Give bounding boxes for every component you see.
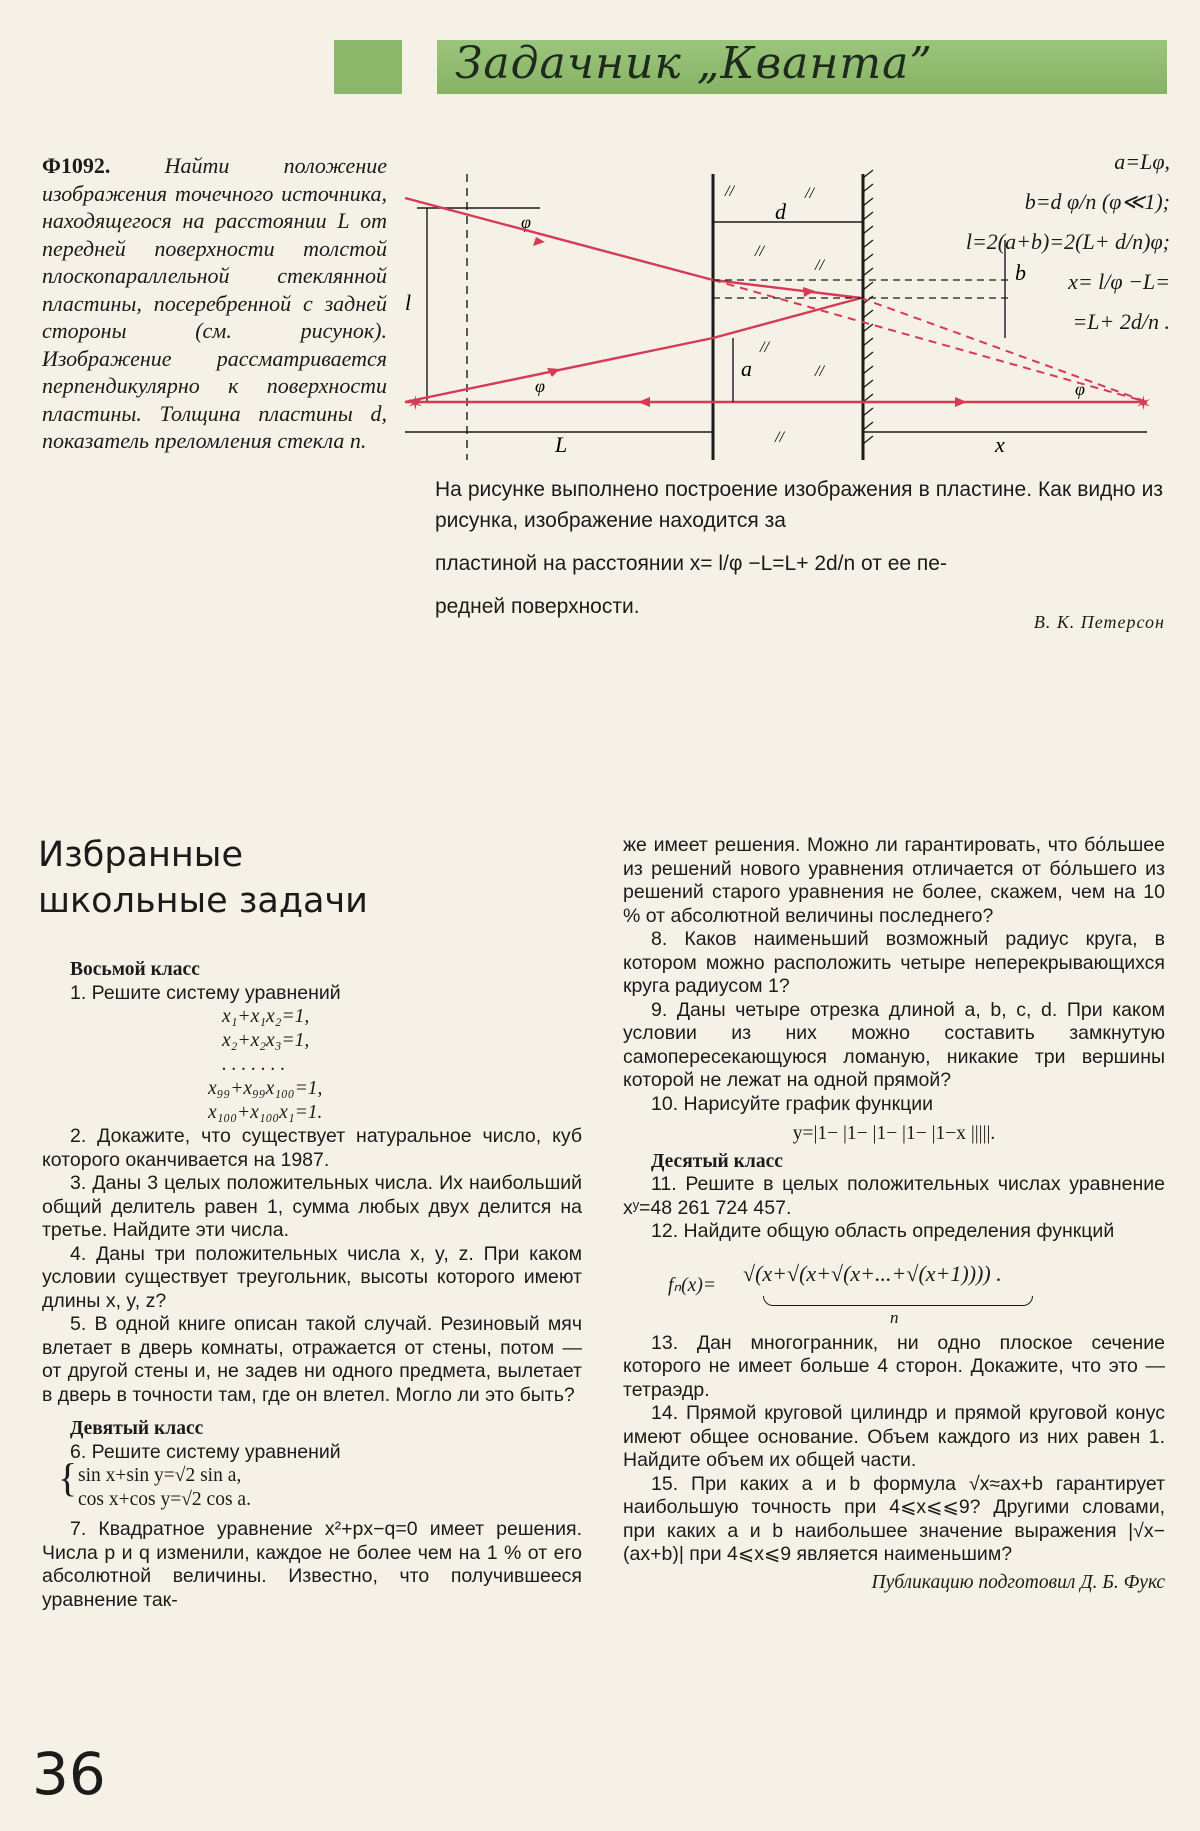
equation-line: x₁+x₁x₂=1, <box>222 1006 310 1027</box>
task-9: 9. Даны четыре отрезка длиной a, b, c, d. При каком условии из них можно составить замкнутую самопересекающуюся ломаную, никакие три вершины которой не лежат на одной прямой? <box>623 998 1165 1091</box>
equation-line: { sin x+sin y=√2 sin a, <box>78 1465 242 1486</box>
class-heading-8: Восьмой класс <box>70 959 200 980</box>
task-2: 2. Докажите, что существует натуральное число, куб которого оканчивается на 1987. <box>42 1125 582 1171</box>
label-phi-bottom: φ <box>535 376 545 396</box>
solution-text <box>435 474 1163 622</box>
label-b: b <box>1015 260 1026 285</box>
section-title: Избранные школьные задачи <box>38 835 368 921</box>
class-heading-10: Десятый класс <box>651 1150 783 1172</box>
glass-mark: // <box>805 185 814 202</box>
problem-text: Найти положение изображения точечного источника, находящегося на расстоянии L от передней поверхности толстой плоскопараллельной стеклянной пластины, посеребренной с задней стороны (см. рисунок). Изображение рассматривается перпендикулярно к поверхности пластины. Толщина пластины d, показатель преломления стекла n. <box>42 153 387 453</box>
solution-author: В. К. Петерсон <box>1033 612 1165 632</box>
formula-lhs: fₙ(x)= <box>668 1274 716 1296</box>
label-x: x <box>995 432 1005 457</box>
label-L: L <box>555 432 568 457</box>
underbrace <box>763 1296 1033 1306</box>
task-3: 3. Даны 3 целых положительных числа. Их наибольший общий делитель равен 1, сумма любых двух делится на третье. Найдите эти числа. <box>42 1172 582 1241</box>
formula-2: b=d φ/n (φ≪1); <box>1024 189 1170 214</box>
problem-statement <box>42 152 387 455</box>
task-10: 10. Нарисуйте график функции <box>651 1092 934 1115</box>
label-phi-right: φ <box>1075 379 1085 399</box>
task-13: 13. Дан многогранник, ни одно плоское сечение которого не имеет больше 4 сторон. Докажите, что это — тетраэдр. <box>623 1331 1165 1401</box>
nested-radical-formula <box>668 1252 1165 1326</box>
label-phi-top: φ <box>521 212 531 232</box>
solution-line-3: редней поверхности. <box>435 595 640 618</box>
task-15: 15. При каких a и b формула √x≈ax+b гарантирует наибольшую точность при 4⩽x⩽⩽9? Другими словами, при каких a и b наибольшее значение выражения |√x−(ax+b)| при 4⩽x⩽9 является наименьшим? <box>623 1472 1165 1565</box>
system-equations-6 <box>60 1464 582 1512</box>
task-8: 8. Каков наименьший возможный радиус круга, в котором можно расположить четыре неперекрывающихся круга радиусом 1? <box>623 928 1165 997</box>
glass-mark: // <box>775 429 784 446</box>
glass-mark: // <box>760 339 769 356</box>
label-l: l <box>405 290 412 315</box>
optics-diagram <box>395 160 1175 470</box>
page-number: 36 <box>32 1740 106 1808</box>
glass-mark: // <box>815 257 824 274</box>
label-a: a <box>741 356 752 381</box>
glass-mark: // <box>725 183 734 200</box>
ray-arrows <box>533 237 967 407</box>
system-equations-1 <box>208 1005 582 1125</box>
equation-10: y=|1− |1− |1− |1− |1−x |||||. <box>792 1123 996 1144</box>
image-point: ✶ <box>1135 393 1152 415</box>
problem-number: Ф1092. <box>42 153 111 178</box>
task-12: 12. Найдите общую область определения функций <box>651 1220 1115 1242</box>
formula-4: x= l/φ −L= <box>1068 269 1170 294</box>
task-1: 1. Решите систему уравнений <box>70 981 341 1004</box>
banner-title: Задачник „Кванта” <box>455 38 933 89</box>
formula-3: l=2(a+b)=2(L+ d/n)φ; <box>965 229 1170 254</box>
left-column <box>42 958 582 1612</box>
task-14: 14. Прямой круговой цилиндр и прямой круговой конус имеют общее основание. Объем каждого из них равен 1. Найдите объем их общей части. <box>623 1402 1165 1471</box>
source-point: ✶ <box>407 393 424 415</box>
equation-line: x₁₀₀+x₁₀₀x₁=1. <box>208 1102 323 1123</box>
equation-line: x₉₉+x₉₉x₁₀₀=1, <box>208 1078 323 1099</box>
task-5: 5. В одной книге описан такой случай. Резиновый мяч влетает в дверь комнаты, отражается от стены, потом — от другой стены и, не задев ни одного предмета, вылетает в дверь в точности там, где он влетел. Могло ли это быть? <box>42 1313 582 1406</box>
glass-mark: // <box>815 363 824 380</box>
task-7-continued: же имеет решения. Можно ли гарантировать, что бо́льшее из решений нового уравнения отличается от бо́льшего из решений старого уравнения не более, скажем, чем на 10 % от абсолютной величины последнего? <box>623 834 1165 927</box>
class-heading-9: Девятый класс <box>70 1418 204 1439</box>
solution-line-1: На рисунке выполнено построение изображения в пластине. Как видно из рисунка, изображение находится за <box>435 478 1163 532</box>
banner-left-strip <box>334 40 402 94</box>
publication-credit: Публикацию подготовил Д. Б. Фукс <box>871 1571 1165 1593</box>
formula-5: =L+ 2d/n . <box>1072 309 1170 334</box>
task-4: 4. Даны три положительных числа x, y, z. При каком условии существует треугольник, высоты которого имеют длины x, y, z? <box>42 1242 582 1312</box>
solution-line-2: пластиной на расстоянии x= l/φ −L=L+ 2d/n от ее пе- <box>435 552 947 575</box>
equation-line: . . . . . . . <box>222 1054 286 1075</box>
formula-radicals: √(x+√(x+√(x+...+√(x+1)))) . <box>743 1260 1002 1286</box>
formula-1: a=Lφ, <box>1114 149 1170 174</box>
equation-line: x₂+x₂x₃=1, <box>222 1030 310 1051</box>
label-d: d <box>775 199 786 224</box>
task-6: 6. Решите систему уравнений <box>70 1440 341 1463</box>
glass-mark: // <box>755 243 764 260</box>
task-7: 7. Квадратное уравнение x²+px−q=0 имеет решения. Числа p и q изменили, каждое не более чем на 1 % от его абсолютной величины. Известно, что получившееся уравнение так- <box>42 1518 582 1611</box>
light-rays <box>405 198 1147 402</box>
formula-n-label: n <box>890 1307 899 1327</box>
right-column <box>623 834 1165 1594</box>
equation-line: cos x+cos y=√2 cos a. <box>78 1489 251 1510</box>
task-11: 11. Решите в целых положительных числах уравнение xʸ=48 261 724 457. <box>623 1173 1165 1219</box>
